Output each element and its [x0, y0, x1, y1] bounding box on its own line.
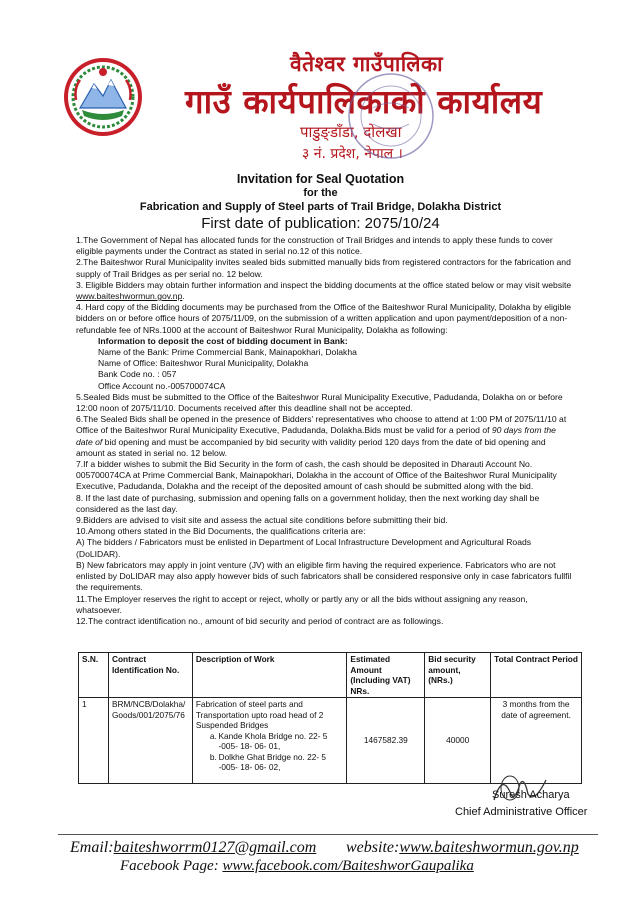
cell-contract-id: BRM/NCB/Dolakha/Goods/001/2075/76	[108, 698, 192, 784]
signatory-title: Chief Administrative Officer	[455, 806, 588, 818]
website-label: website:	[346, 839, 400, 856]
cell-description	[192, 698, 347, 784]
bank-name: Name of the Bank: Prime Commercial Bank, Mainapokhari, Dolakha	[98, 347, 357, 358]
item-a-text: Kande Khola Bridge no. 22- 5 -005- 18- 06- 01,	[218, 730, 328, 751]
contract-table	[78, 652, 582, 784]
website-block	[346, 839, 579, 857]
item-b-text: Dolkhe Ghat Bridge no. 22- 5 -005- 18- 06- 02,	[218, 751, 327, 772]
website-link[interactable]: www.baiteshwormun.gov.np	[399, 839, 579, 856]
bank-code: Bank Code no. : 057	[98, 369, 177, 380]
description-item-b	[196, 752, 344, 773]
clause-6	[76, 414, 574, 459]
cell-security: 40000	[425, 698, 491, 784]
footer-facebook-line	[120, 858, 474, 875]
description-intro: Fabrication of steel parts and Transportation upto road head of 2 Suspended Bridges	[195, 699, 324, 730]
notice-subject: Fabrication and Supply of Steel parts of Trail Bridge, Dolakha District	[139, 201, 502, 213]
col-header-period: Total Contract Period	[491, 653, 582, 698]
clause-1: 1.The Government of Nepal has allocated funds for the construction of Trail Bridges and intends to apply these funds to cover eligible payments under the Contract as stated in serial no.12 of this notice.	[76, 235, 553, 257]
clause-10b: B) New fabricators may apply in joint venture (JV) with an eligible firm having the required experience. Fabricators who are not enlisted by DoLIDAR may also apply however bids of such fabricators shall be considered responsive only in case fabricators fullfil the requirements.	[76, 559, 572, 593]
clause-6-validity: 90 days from the date of	[76, 425, 556, 447]
bank-office: Name of Office: Baiteshwor Rural Municipality, Dolakha	[98, 358, 309, 369]
description-item-a	[196, 731, 344, 752]
footer-divider	[58, 834, 598, 835]
footer-contact-line	[70, 839, 579, 857]
office-stamp-icon	[343, 68, 439, 164]
facebook-label: Facebook Page:	[120, 858, 223, 874]
cell-period: 3 months from the date of agreement.	[491, 698, 582, 784]
clause-8: 8. If the last date of purchasing, submission and opening falls on a government holiday, then the next working day shall be considered as the last day.	[76, 492, 540, 514]
item-b-marker: b.	[209, 751, 217, 762]
col-header-description: Description of Work	[192, 653, 347, 698]
notice-for-the: for the	[303, 187, 338, 199]
clause-7: 7.If a bidder wishes to submit the Bid Security in the form of cash, the cash should be deposited in Dharauti Account No. 005700074CA at Prime Commercial Bank, Mainapokhari, Dolakha in the account of Office of the Baiteshwor Rural Municipality Executive, Padudanda, Dolakha and the receipt of the deposited amount of cash should be submitted along with the bid.	[76, 459, 557, 492]
publication-date: First date of publication: 2075/10/24	[201, 215, 440, 232]
col-header-estimated: Estimated Amount (Including VAT) NRs.	[347, 653, 425, 698]
clause-3	[76, 280, 574, 302]
item-a-marker: a.	[209, 730, 217, 741]
municipality-name: वैतेश्वर गाउँपालिका	[290, 52, 444, 76]
office-address: पाडुङ्डाँडा, दोलखा	[300, 123, 402, 141]
municipality-emblem-icon	[64, 58, 142, 136]
col-header-security: Bid security amount, (NRs.)	[425, 653, 491, 698]
clause-10a: A) The bidders / Fabricators must be enlisted in Department of Local Infrastructure Development and Agricultural Roads (DoLIDAR).	[76, 537, 532, 559]
clause-4: 4. Hard copy of the Bidding documents may be purchased from the Office of the Baiteshwor Rural Municipality, Dolakha by eligible bidders on or before office hours of 2075/11/09, on the submission of a written application and upon payment/deposition of a non-refundable fee of NRs.1000 at the account of Baiteshwor Rural Municipality, Dolakha as following:	[76, 302, 572, 335]
notice-title: Invitation for Seal Quotation	[236, 172, 405, 186]
clause-10: 10.Among others stated in the Bid Documents, the qualifications criteria are:	[76, 526, 366, 537]
letterhead	[0, 40, 641, 165]
col-header-sn: S.N.	[79, 653, 109, 698]
notice-body	[76, 235, 574, 627]
office-name: गाउँ कार्यपालिकाको कार्यालय	[185, 82, 543, 121]
province-line: ३ नं. प्रदेश, नेपाल ।	[302, 146, 403, 162]
clause-2: 2.The Baiteshwor Rural Municipality invites sealed bids submitted manually bids from registered contractors for the fabrication and supply of Trail Bridges as per serial no. 12 below.	[76, 257, 571, 279]
facebook-link[interactable]: www.facebook.com/BaiteshworGaupalika	[222, 858, 474, 874]
clause-3-end: .	[182, 291, 185, 302]
cell-estimated: 1467582.39	[347, 698, 425, 784]
email-link[interactable]: baiteshworrm0127@gmail.com	[113, 839, 317, 856]
clause-6-text: 6.The Sealed Bids shall be opened in the presence of Bidders' representatives who choose to attend at 1:00 PM of 2075/11/10 at Office of the Baiteshwor Rural Municipality Executive, Padudanda, Dolakha.Bids must be valid for a period of	[76, 414, 567, 436]
clause-5: 5.Sealed Bids must be submitted to the Office of the Baiteshwor Rural Municipality Executive, Padudanda, Dolakha on or before 12:00 noon of 2075/11/10. Documents received after this deadline shall not be accepted.	[76, 391, 563, 414]
clause-9: 9.Bidders are advised to visit site and assess the actual site conditions before submitting their bid.	[76, 515, 448, 526]
bank-info-heading: Information to deposit the cost of bidding document in Bank:	[98, 335, 348, 346]
clause-3-website-link[interactable]: www.baiteshwormun.gov.np	[76, 291, 183, 302]
bank-account: Office Account no.-005700074CA	[98, 380, 226, 391]
cell-sn: 1	[79, 698, 109, 784]
email-label: Email:	[70, 839, 114, 856]
col-header-contract-id: Contract Identification No.	[108, 653, 192, 698]
clause-3-text: 3. Eligible Bidders may obtain further information and inspect the bidding documents at the office stated below or may visit website	[76, 279, 572, 290]
clause-11: 11.The Employer reserves the right to accept or reject, wholly or partly any or all the bids without assigning any reason, whatsoever.	[76, 593, 528, 615]
table-header-row	[79, 653, 582, 698]
clause-12: 12.The contract identification no., amount of bid security and period of contract are as followings.	[76, 615, 444, 626]
signatory-name: Suresh Acharya	[492, 789, 570, 801]
clause-6-rest: bid opening and must be accompanied by bid security with validity period 120 days from the date of bid opening and amount as stated in serial no. 12 below.	[76, 436, 546, 458]
